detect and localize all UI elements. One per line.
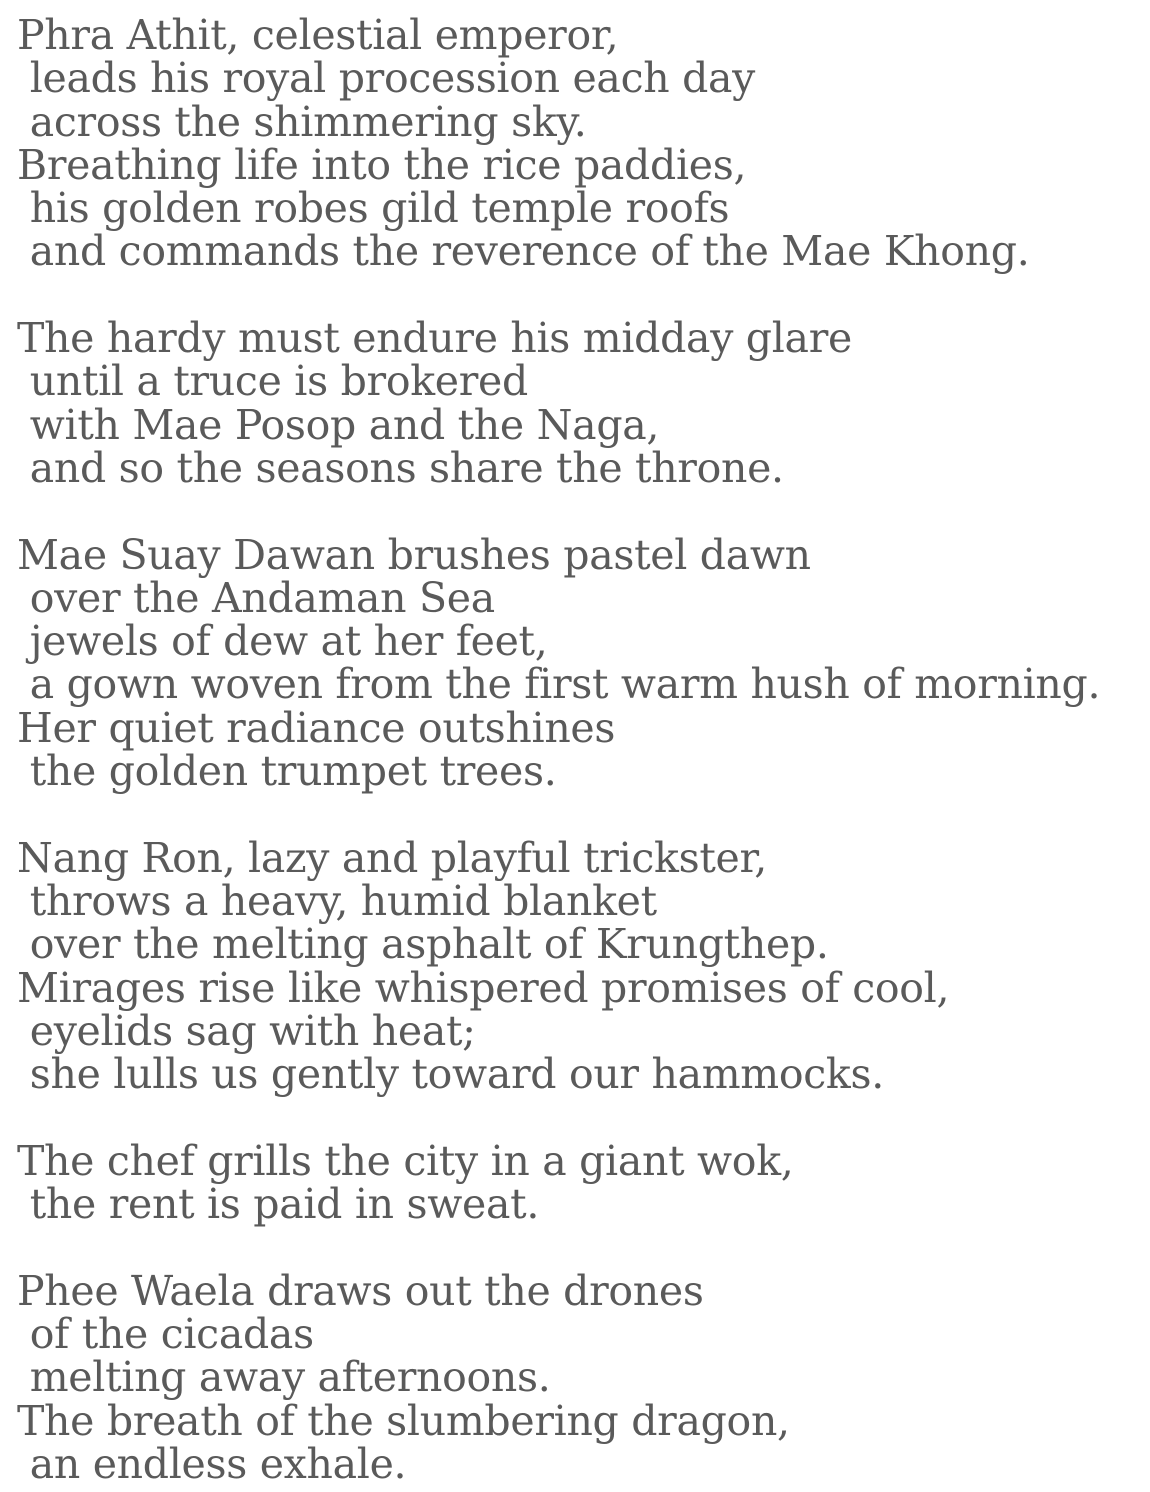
poem-line: and commands the reverence of the Mae Khong. <box>17 227 1030 276</box>
poem <box>17 11 1142 1488</box>
poem-line: Mae Suay Dawan brushes pastel dawn <box>17 530 811 579</box>
poem-line: Mirages rise like whispered promises of cool, <box>17 963 950 1012</box>
poem-line: The chef grills the city in a giant wok, <box>17 1136 794 1185</box>
poem-line: eyelids sag with heat; <box>17 1006 476 1055</box>
poem-line: with Mae Posop and the Naga, <box>17 400 660 449</box>
poem-line: of the cicadas <box>17 1309 314 1358</box>
stanza-6 <box>17 1266 1142 1488</box>
poem-line: an endless exhale. <box>17 1439 407 1488</box>
poem-line: leads his royal procession each day <box>17 54 756 103</box>
poem-line: until a truce is brokered <box>17 357 528 406</box>
poem-line: Phra Athit, celestial emperor, <box>17 11 619 59</box>
stanza-5 <box>17 1136 1142 1229</box>
poem-line: The hardy must endure his midday glare <box>17 314 852 363</box>
poem-line: the golden trumpet trees. <box>17 747 557 796</box>
poem-line: over the melting asphalt of Krungthep. <box>17 920 829 969</box>
poem-line: Nang Ron, lazy and playful trickster, <box>17 833 768 882</box>
poem-line: across the shimmering sky. <box>17 97 587 146</box>
poem-line: a gown woven from the first warm hush of morning. <box>17 660 1101 709</box>
poem-line: Phee Waela draws out the drones <box>17 1266 704 1315</box>
stanza-3 <box>17 530 1142 796</box>
poem-line: and so the seasons share the throne. <box>17 443 784 492</box>
poem-line: the rent is paid in sweat. <box>17 1180 540 1229</box>
poem-line: over the Andaman Sea <box>17 573 495 622</box>
poem-line: melting away afternoons. <box>17 1353 551 1402</box>
poem-line: jewels of dew at her feet, <box>17 617 548 666</box>
poem-line: Her quiet radiance outshines <box>17 703 616 752</box>
poem-line: Breathing life into the rice paddies, <box>17 140 747 189</box>
poem-line: throws a heavy, humid blanket <box>17 876 657 925</box>
stanza-1 <box>17 11 1142 276</box>
poem-line: she lulls us gently toward our hammocks. <box>17 1050 884 1099</box>
stanza-4 <box>17 833 1142 1099</box>
poem-line: his golden robes gild temple roofs <box>17 184 730 233</box>
stanza-2 <box>17 314 1142 492</box>
poem-line: The breath of the slumbering dragon, <box>17 1396 790 1445</box>
